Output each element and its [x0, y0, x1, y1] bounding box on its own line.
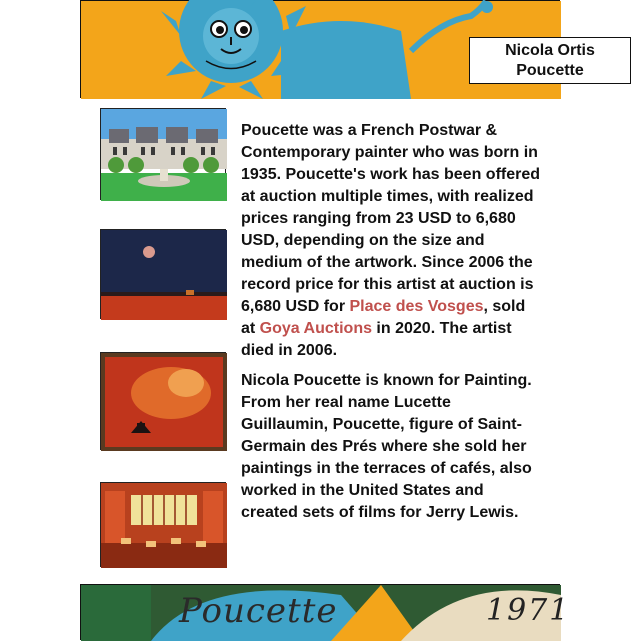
bio-text-between: , sold at [241, 298, 526, 337]
bio-text-intro: Poucette was a French Postwar & Contemporary painter who was born in 1935. Poucette's work has been offered at auction multiple times, with realized prices ranging from 23 USD to 6,680 USD, depending on the size and medium of the artwork. Since 2006 the record price for this artist at auction is 6,680 USD for [241, 122, 541, 315]
thumbnail-night-moon[interactable] [100, 229, 226, 319]
thumbnail-red-landscape[interactable] [100, 352, 226, 450]
artist-name-line2: Poucette [516, 61, 584, 79]
signature-year: 1971 [486, 593, 571, 628]
artist-name-box [469, 37, 631, 84]
link-place-des-vosges[interactable]: Place des Vosges [349, 298, 484, 315]
artist-name-line1: Nicola Ortis [505, 41, 595, 59]
bio-paragraph-2: Nicola Poucette is known for Painting. From her real name Lucette Guillaumin, Poucette, figure of Saint-Germain des Prés where she sold her paintings in the terraces of cafés, also worked in the United States and created sets of films for Jerry Lewis. [241, 372, 532, 521]
painting-night-moon-image [101, 230, 227, 320]
painting-red-landscape-image [101, 353, 227, 451]
thumbnail-place-des-vosges[interactable] [100, 108, 226, 200]
signature-painting [80, 584, 571, 640]
artist-signature: Poucette [179, 591, 338, 631]
link-goya-auctions[interactable]: Goya Auctions [259, 320, 372, 337]
bio-text-end: in 2020. The artist died in 2006. [241, 320, 512, 359]
header-banner [80, 0, 595, 98]
thumbnail-interior[interactable] [100, 482, 226, 567]
painting-place-des-vosges-image [101, 109, 227, 201]
artist-bio [241, 120, 541, 524]
painting-interior-image [101, 483, 227, 568]
bio-paragraph-1 [241, 120, 541, 362]
